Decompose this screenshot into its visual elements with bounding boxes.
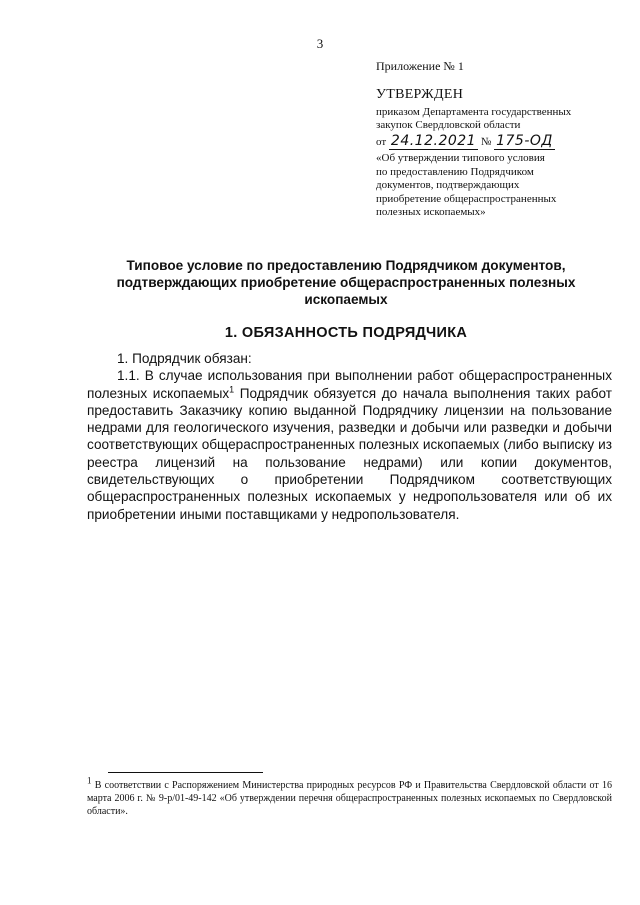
footnote-reference[interactable]: 1 xyxy=(229,384,235,395)
approval-block xyxy=(376,88,616,220)
order-number-handwritten: 175-ОД xyxy=(496,132,553,149)
body-text xyxy=(87,350,612,523)
order-date-handwritten: 24.12.2021 xyxy=(390,132,477,149)
document-title xyxy=(80,257,612,308)
order-from-label: от xyxy=(376,135,387,148)
paragraph-1: 1. Подрядчик обязан: xyxy=(117,351,252,366)
order-reference xyxy=(376,132,616,150)
document-title-line: Типовое условие по предоставлению Подрядчиком документов, xyxy=(126,258,566,273)
approved-heading: УТВЕРЖДЕН xyxy=(376,87,464,102)
section-heading: 1. ОБЯЗАННОСТЬ ПОДРЯДЧИКА xyxy=(224,325,468,341)
approved-doc-name-line: полезных ископаемых» xyxy=(376,206,486,218)
approved-doc-name-line: по предоставлению Подрядчиком xyxy=(376,165,534,178)
paragraph-1-1-end: Подрядчик обязуется до начала выполнения таких работ предоставить Заказчику копию выданной Подрядчику лицензии на пользование недрами для геологического изучения, разведки и добычи или разведки и добычи соответствующих общераспространенных полезных ископаемых (либо выписку из реестра лицензий на пользование недрами) или копии документов, свидетельствующих о приобретении Подрядчиком соответствующих общераспространенных полезных ископаемых у недропользователя или об их приобретении иными поставщиками у недропользователя. xyxy=(87,385,612,522)
approved-doc-name-line: приобретение общераспространенных xyxy=(376,192,557,205)
approval-line-1: приказом Департамента государственных xyxy=(376,105,572,118)
approved-doc-name-line: «Об утверждении типового условия xyxy=(376,152,545,164)
paragraph-1-1-start: 1.1. В случае использования при выполнении работ общераспространенных полезных ископаемых xyxy=(87,368,612,401)
approval-line-2: закупок Свердловской области xyxy=(376,119,521,131)
footnote-text: В соответствии с Распоряжением Министерства природных ресурсов РФ и Правительства Свердловской области от 16 марта 2006 г. № 9-р/01-49-142 «Об утверждении перечня общераспространенных полезных ископаемых по Свердловской области». xyxy=(87,780,612,817)
appendix-label: Приложение № 1 xyxy=(376,59,464,73)
footnote-divider xyxy=(108,772,263,773)
approved-doc-name-line: документов, подтверждающих xyxy=(376,179,520,191)
document-title-line: подтверждающих приобретение общераспространенных полезных xyxy=(116,275,576,290)
paragraph-1-1 xyxy=(87,367,612,523)
page-number: 3 xyxy=(316,36,324,51)
order-number-label: № xyxy=(480,135,492,148)
document-title-line: ископаемых xyxy=(304,292,388,307)
footnote-mark: 1 xyxy=(87,775,92,786)
footnote xyxy=(87,775,612,818)
